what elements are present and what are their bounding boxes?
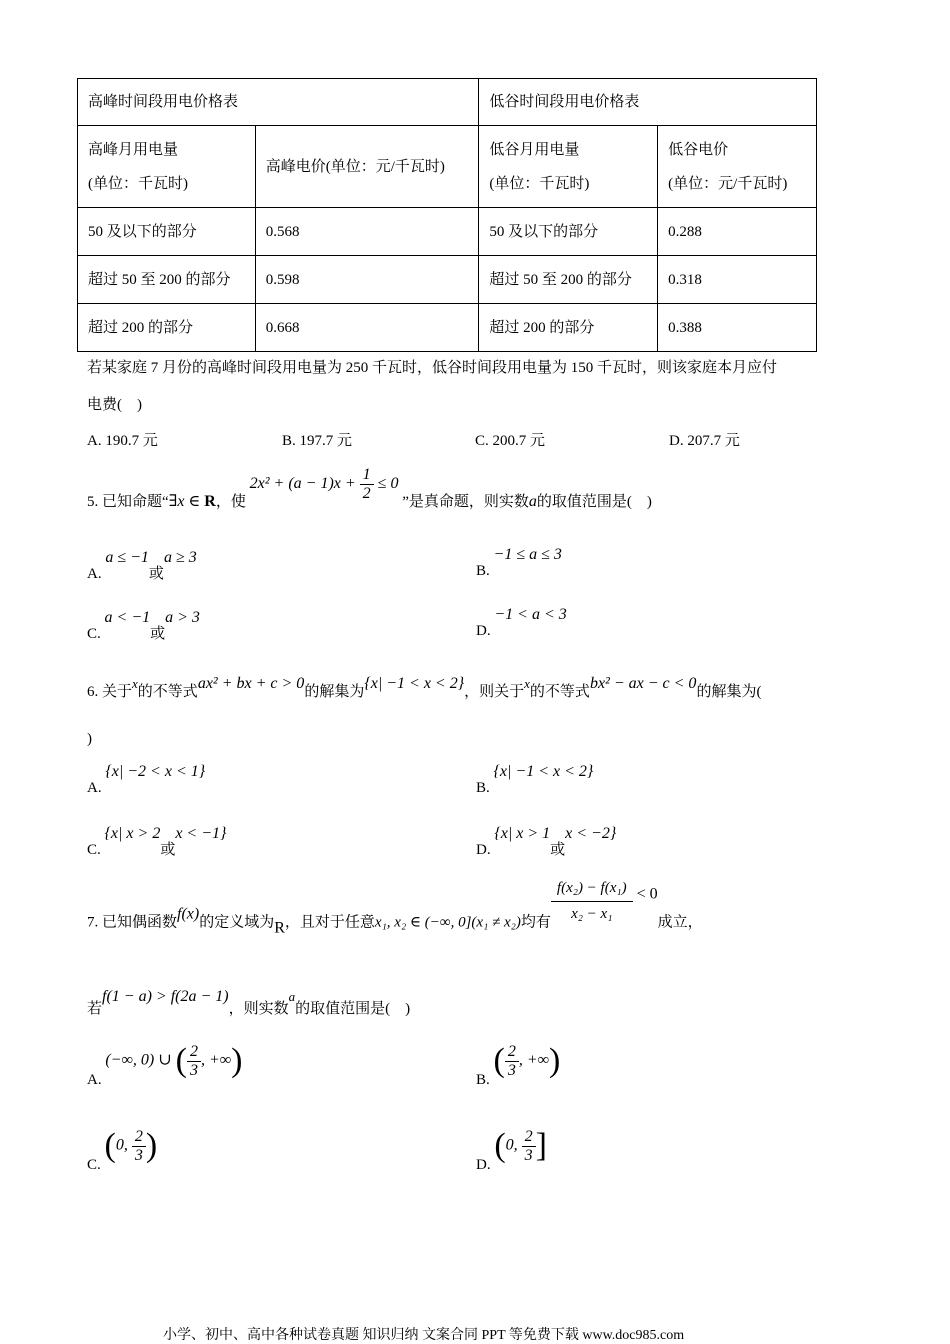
q5-real-set: R xyxy=(204,492,216,510)
q5-fraction xyxy=(360,466,374,502)
q7-t7: ，则实数 xyxy=(228,1001,289,1017)
q5-option-b-label: B. xyxy=(476,563,490,579)
q7-t3: ，且对于任意 xyxy=(284,914,375,931)
q6-stem-close: ) xyxy=(87,731,92,747)
q6-option-b-math: {x| −1 < x < 2} xyxy=(493,763,594,780)
q5-prefix: 5. 已知命题“ xyxy=(87,493,169,510)
q6-option-d[interactable] xyxy=(476,822,617,858)
q6-option-c-math2: x < −1} xyxy=(175,825,227,842)
q5-option-a-math1: a ≤ −1 xyxy=(105,549,149,566)
valley-price-header-line1: 低谷电价 xyxy=(668,141,729,158)
q6-option-a-math: {x| −2 < x < 1} xyxy=(105,763,206,780)
q5-inequality xyxy=(249,466,399,502)
peak-table-title: 高峰时间段用电价格表 xyxy=(78,79,479,126)
q7-option-b-den: 3 xyxy=(507,1061,516,1079)
q6-option-a[interactable] xyxy=(87,763,206,796)
peak-range-cell: 50 及以下的部分 xyxy=(78,208,256,256)
q4-stem-line2: 电费( ) xyxy=(87,397,142,413)
valley-usage-header-line1: 低谷月用电量 xyxy=(489,141,580,158)
q5-comma: ，使 xyxy=(215,493,246,510)
valley-price-cell: 0.388 xyxy=(658,304,817,352)
valley-range-cell: 超过 200 的部分 xyxy=(479,304,658,352)
q6-option-c-label: C. xyxy=(87,842,101,858)
valley-price-cell: 0.288 xyxy=(658,208,817,256)
q6-ineq1: ax² + bx + c > 0 xyxy=(197,675,305,692)
q6-t4: ，则关于 xyxy=(464,684,525,700)
q4-option-d[interactable]: D. 207.7 元 xyxy=(669,433,740,449)
q7-option-c-den: 3 xyxy=(134,1146,143,1164)
q7-fx: f(x) xyxy=(177,905,200,923)
q5-option-c-math2: a > 3 xyxy=(165,609,200,626)
q6-option-d-label: D. xyxy=(476,842,491,858)
q7-option-b-label: B. xyxy=(476,1072,490,1089)
q7-cond: f(1 − a) > f(2a − 1) xyxy=(102,988,229,1005)
price-table xyxy=(77,78,817,352)
q6-option-c-or: 或 xyxy=(160,842,176,858)
q4-option-b[interactable]: B. 197.7 元 xyxy=(282,433,353,449)
q5-stem xyxy=(87,466,652,511)
q5-expr-left: 2x² + (a − 1)x + xyxy=(249,474,360,492)
q6-t5: 的不等式 xyxy=(529,684,590,700)
q7-option-c-pre: 0, xyxy=(115,1136,132,1154)
q6-x: x xyxy=(132,676,138,691)
q5-exists: ∃x ∈ xyxy=(168,492,205,510)
q6-option-b[interactable] xyxy=(476,763,594,796)
peak-price-header: 高峰电价(单位：元/千瓦时) xyxy=(255,126,479,208)
valley-price-header xyxy=(658,126,817,208)
q7-t5: 成立， xyxy=(657,914,703,931)
q6-stem xyxy=(87,672,762,700)
q5-suffix: ”是真命题，则实数 xyxy=(402,493,529,510)
q5-option-d-label: D. xyxy=(476,623,491,639)
left-paren-icon: ( xyxy=(175,1042,187,1079)
q7-option-a[interactable] xyxy=(87,1042,243,1089)
q7-option-b[interactable] xyxy=(476,1042,561,1089)
q7-option-d-den: 3 xyxy=(524,1146,533,1164)
q7-option-d-label: D. xyxy=(476,1157,491,1174)
right-paren-icon: ) xyxy=(231,1042,243,1079)
q7-t6: 若 xyxy=(87,1001,103,1017)
q6-option-b-label: B. xyxy=(476,780,490,796)
page-footer: 小学、初中、高中各种试卷真题 知识归纳 文案合同 PPT 等免费下载 www.doc985.com xyxy=(163,1328,685,1343)
right-paren-icon: ) xyxy=(145,1127,158,1164)
table-row xyxy=(78,304,817,352)
q7-option-c-num: 2 xyxy=(132,1128,146,1147)
q5-frac-den: 2 xyxy=(362,484,371,502)
q5-option-c-label: C. xyxy=(87,626,101,642)
q7-frac-den: x₂ − x₁ xyxy=(571,905,613,922)
q6-t6: 的解集为( xyxy=(696,684,762,700)
q7-condition-line xyxy=(87,985,411,1017)
q7-option-a-num: 2 xyxy=(187,1043,201,1062)
valley-range-cell: 50 及以下的部分 xyxy=(479,208,658,256)
valley-price-header-line2: (单位：元/千瓦时) xyxy=(668,175,788,192)
valley-price-cell: 0.318 xyxy=(658,256,817,304)
q5-option-d-math: −1 < a < 3 xyxy=(494,606,567,623)
q6-ineq2: bx² − ax − c < 0 xyxy=(589,675,697,692)
q5-option-b-math: −1 ≤ a ≤ 3 xyxy=(493,546,562,563)
peak-usage-header xyxy=(78,126,256,208)
q7-vars: x₁, x₂ ∈ (−∞, 0](x₁ ≠ x₂) xyxy=(374,914,521,931)
peak-usage-header-line2: (单位：千瓦时) xyxy=(88,175,188,192)
q5-option-c-math1: a < −1 xyxy=(104,609,151,626)
q5-expr-right: ≤ 0 xyxy=(373,474,399,492)
q7-option-b-post: , +∞ xyxy=(518,1051,550,1069)
q7-option-c-fraction xyxy=(132,1128,146,1164)
q7-option-a-label: A. xyxy=(87,1072,102,1089)
q5-option-a[interactable] xyxy=(87,546,197,582)
q6-t2: 的不等式 xyxy=(137,684,198,700)
peak-price-cell: 0.598 xyxy=(255,256,479,304)
peak-usage-header-line1: 高峰月用电量 xyxy=(88,141,179,158)
peak-range-cell: 超过 50 至 200 的部分 xyxy=(78,256,256,304)
valley-table-title: 低谷时间段用电价格表 xyxy=(479,79,817,126)
q5-frac-num: 1 xyxy=(360,466,374,485)
q7-option-d-pre: 0, xyxy=(505,1136,522,1154)
q7-option-d-fraction xyxy=(522,1128,536,1164)
peak-price-cell: 0.668 xyxy=(255,304,479,352)
table-row xyxy=(78,208,817,256)
q7-stem xyxy=(87,880,703,937)
q6-option-d-or: 或 xyxy=(550,842,566,858)
q5-suffix2: 的取值范围是( ) xyxy=(536,493,652,510)
q7-t2: 的定义域为 xyxy=(199,914,275,931)
q5-option-a-or: 或 xyxy=(148,566,164,582)
q6-t1: 6. 关于 xyxy=(87,684,133,700)
left-paren-icon: ( xyxy=(493,1042,505,1079)
q7-option-b-num: 2 xyxy=(505,1043,519,1062)
q7-option-d[interactable] xyxy=(476,1127,547,1174)
q5-option-a-math2: a ≥ 3 xyxy=(163,549,197,566)
q7-option-d-num: 2 xyxy=(522,1128,536,1147)
q5-option-c-or: 或 xyxy=(150,626,166,642)
q7-lt0: < 0 xyxy=(632,885,658,903)
valley-usage-header-line2: (单位：千瓦时) xyxy=(489,175,590,192)
valley-range-cell: 超过 50 至 200 的部分 xyxy=(479,256,658,304)
q5-var: a xyxy=(528,492,537,510)
q5-option-a-label: A. xyxy=(87,566,102,582)
q5-option-c[interactable] xyxy=(87,606,200,642)
right-bracket-icon: ] xyxy=(535,1127,547,1164)
q7-t1: 7. 已知偶函数 xyxy=(87,914,178,931)
q7-real-set: R xyxy=(274,919,285,937)
q6-t3: 的解集为 xyxy=(304,684,365,700)
q4-option-a[interactable]: A. 190.7 元 xyxy=(87,433,158,449)
left-paren-icon: ( xyxy=(494,1127,506,1164)
q5-option-d[interactable] xyxy=(476,606,567,639)
q4-option-c[interactable]: C. 200.7 元 xyxy=(475,433,546,449)
q7-option-a-fraction xyxy=(187,1043,201,1079)
right-paren-icon: ) xyxy=(549,1042,561,1079)
valley-usage-header xyxy=(479,126,658,208)
q7-a: a xyxy=(288,989,296,1004)
q7-option-c-label: C. xyxy=(87,1157,101,1174)
peak-price-cell: 0.568 xyxy=(255,208,479,256)
q7-fraction xyxy=(551,880,633,922)
q4-stem-line1: 若某家庭 7 月份的高峰时间段用电量为 250 千瓦时，低谷时间段用电量为 150 千瓦时，则该家庭本月应付 xyxy=(87,360,778,376)
q6-option-d-math1: {x| x > 1 xyxy=(494,825,551,842)
peak-range-cell: 超过 200 的部分 xyxy=(78,304,256,352)
q7-option-a-den: 3 xyxy=(189,1061,198,1079)
q6-set1: {x| −1 < x < 2} xyxy=(364,675,465,692)
q7-t8: 的取值范围是( ) xyxy=(295,1001,411,1017)
q7-frac-num: f(x₂) − f(x₁) xyxy=(551,880,633,902)
table-row xyxy=(78,256,817,304)
q7-option-b-fraction xyxy=(505,1043,519,1079)
q7-option-c[interactable] xyxy=(87,1127,158,1174)
q7-t4: 均有 xyxy=(520,914,551,931)
q6-option-c[interactable] xyxy=(87,822,227,858)
q7-option-a-pre: (−∞, 0) ∪ xyxy=(105,1051,176,1069)
q6-x2: x xyxy=(524,676,530,691)
left-paren-icon: ( xyxy=(104,1127,116,1164)
q6-option-d-math2: x < −2} xyxy=(565,825,617,842)
q6-option-a-label: A. xyxy=(87,780,102,796)
q7-option-a-post: , +∞ xyxy=(200,1051,232,1069)
q5-option-b[interactable] xyxy=(476,546,562,579)
q6-option-c-math1: {x| x > 2 xyxy=(104,825,161,842)
